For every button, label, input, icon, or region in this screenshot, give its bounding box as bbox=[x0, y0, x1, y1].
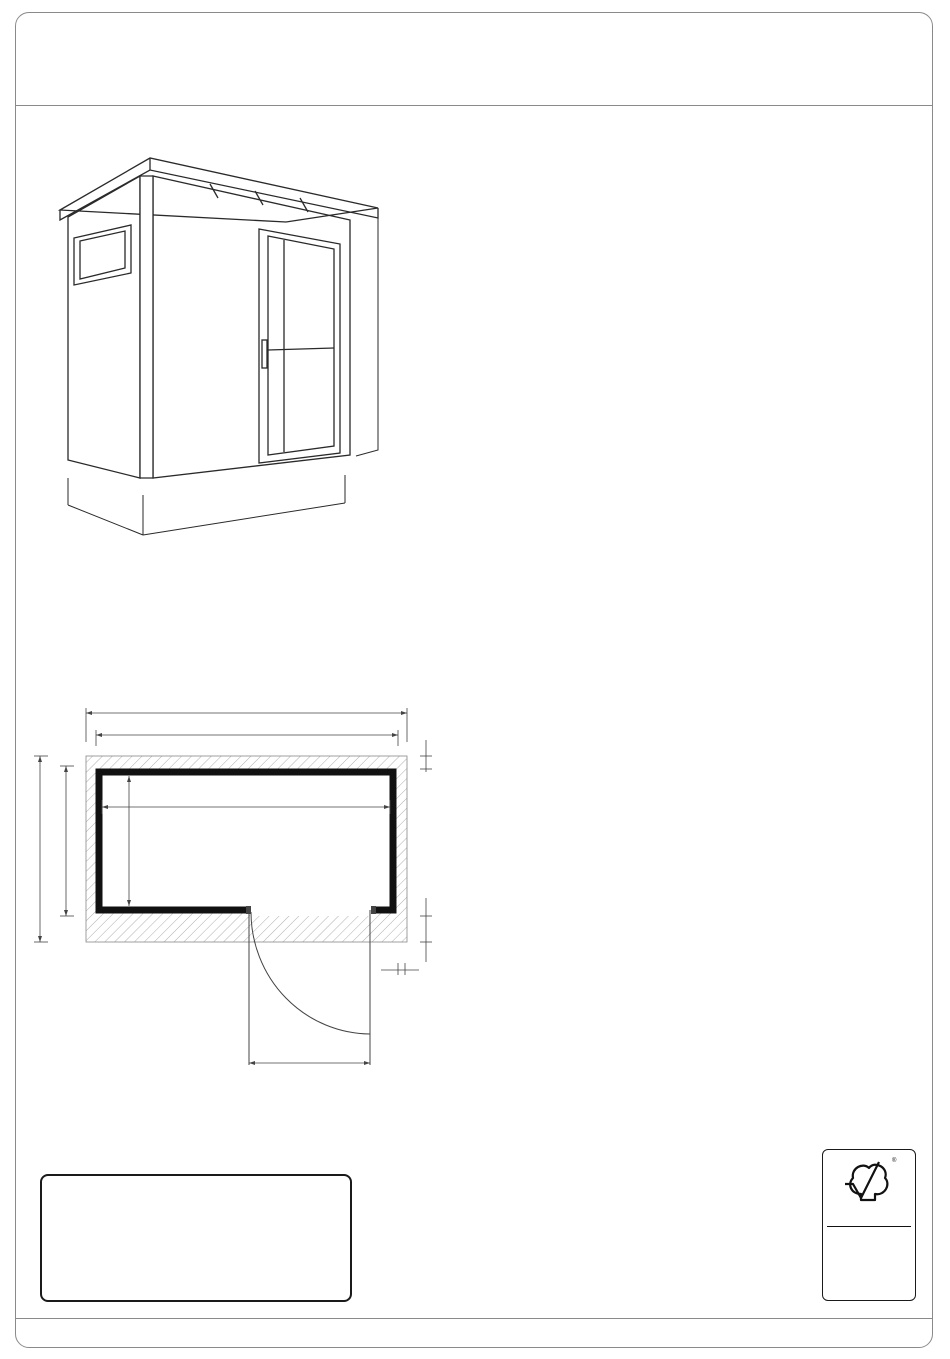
svg-text:®: ® bbox=[892, 1158, 897, 1164]
info-box bbox=[40, 1174, 352, 1302]
fsc-tree-logo-icon bbox=[839, 1154, 899, 1212]
floorplan-drawing bbox=[0, 680, 480, 1080]
fsc-code bbox=[827, 1226, 911, 1229]
roof-plan-drawing bbox=[490, 730, 920, 980]
footer-divider bbox=[15, 1318, 933, 1319]
shed-perspective-drawing bbox=[0, 0, 950, 560]
fsc-badge bbox=[822, 1149, 916, 1301]
